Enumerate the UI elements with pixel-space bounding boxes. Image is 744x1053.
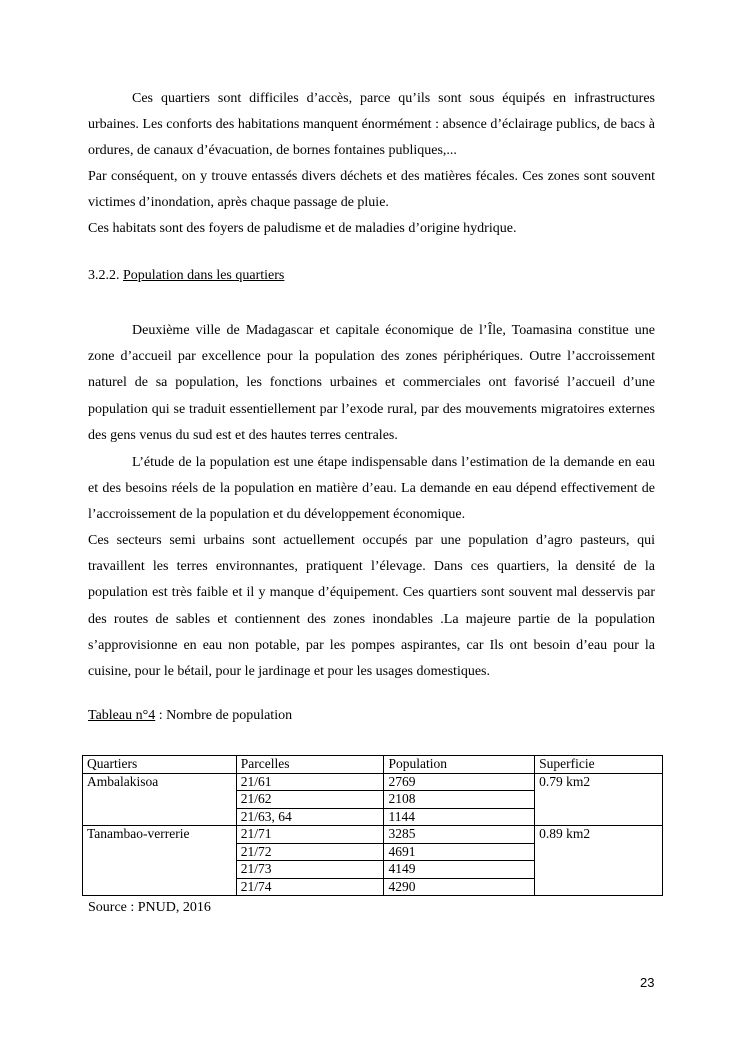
table-caption — [88, 708, 292, 724]
table-caption-text: : Nombre de population — [155, 708, 293, 723]
superficie-cell: 0.79 km2 — [535, 773, 663, 826]
population-cell: 2769 — [384, 773, 535, 791]
population-cell: 4149 — [384, 861, 535, 879]
parcelle-cell: 21/73 — [236, 861, 384, 879]
population-cell: 2108 — [384, 791, 535, 809]
table-row — [83, 826, 663, 844]
paragraph-infrastructure: Ces quartiers sont difficiles d’accès, parce qu’ils sont sous équipés en infrastructures urbaines. Les conforts des habitations manquent énormément : absence d’éclairage publics, de bacs à ordures, de canaux d’évacuation, de bornes fontaines publiques,... — [88, 91, 655, 159]
paragraph-paludisme: Ces habitats sont des foyers de paludisme et de maladies d’origine hydrique. — [88, 221, 517, 236]
parcelle-cell: 21/74 — [236, 878, 384, 896]
parcelle-cell: 21/63, 64 — [236, 808, 384, 826]
table-source: Source : PNUD, 2016 — [88, 900, 211, 915]
header-parcelles: Parcelles — [236, 756, 384, 774]
section-title: Population dans les quartiers — [123, 268, 285, 283]
paragraph-dechets: Par conséquent, on y trouve entassés divers déchets et des matières fécales. Ces zones sont souvent victimes d’inondation, après chaque passage de pluie. — [88, 169, 655, 211]
paragraph-etude-population: L’étude de la population est une étape indispensable dans l’estimation de la demande en eau et des besoins réels de la population en matière d’eau. La demande en eau dépend effectivement de l’accroissement de la population et du développement économique. — [88, 455, 655, 523]
population-cell: 3285 — [384, 826, 535, 844]
paragraph-secteurs-semi-urbains: Ces secteurs semi urbains sont actuellement occupés par une population d’agro pasteurs, qui travaillent les terres environnantes, pratiquent l’élevage. Dans ces quartiers, la densité de la population est très faible et il y manque d’équipement. Ces quartiers sont souvent mal desservis par des routes de sables et contiennent des zones inondables .La majeure partie de la population s’approvisionne en eau non potable, par les pompes aspirantes, car Ils ont besoin d’eau pour la cuisine, pour le bétail, pour le jardinage et pour les usages domestiques. — [88, 533, 655, 680]
population-cell: 1144 — [384, 808, 535, 826]
header-superficie: Superficie — [535, 756, 663, 774]
table-caption-label: Tableau n°4 — [88, 708, 156, 723]
section-number: 3.2.2. — [88, 268, 120, 283]
table-header-row — [83, 756, 663, 774]
quartier-cell: Ambalakisoa — [83, 773, 237, 826]
paragraph-toamasina: Deuxième ville de Madagascar et capitale économique de l’Île, Toamasina constitue une zone d’accueil par excellence pour la population des zones périphériques. Outre l’accroissement naturel de sa population, les fonctions urbaines et commerciales ont favorisé l’accueil d’une population qui se traduit essentiellement par l’exode rural, par des mouvements migratoires externes des gens venus du sud est et des hautes terres centrales. — [88, 323, 655, 443]
table-row — [83, 773, 663, 791]
parcelle-cell: 21/71 — [236, 826, 384, 844]
population-cell: 4691 — [384, 843, 535, 861]
header-quartiers: Quartiers — [83, 756, 237, 774]
superficie-cell: 0.89 km2 — [535, 826, 663, 896]
parcelle-cell: 21/61 — [236, 773, 384, 791]
header-population: Population — [384, 756, 535, 774]
quartier-cell: Tanambao-verrerie — [83, 826, 237, 896]
population-cell: 4290 — [384, 878, 535, 896]
parcelle-cell: 21/72 — [236, 843, 384, 861]
section-heading — [88, 268, 284, 284]
parcelle-cell: 21/62 — [236, 791, 384, 809]
page-number: 23 — [640, 975, 655, 990]
population-table — [82, 755, 663, 896]
